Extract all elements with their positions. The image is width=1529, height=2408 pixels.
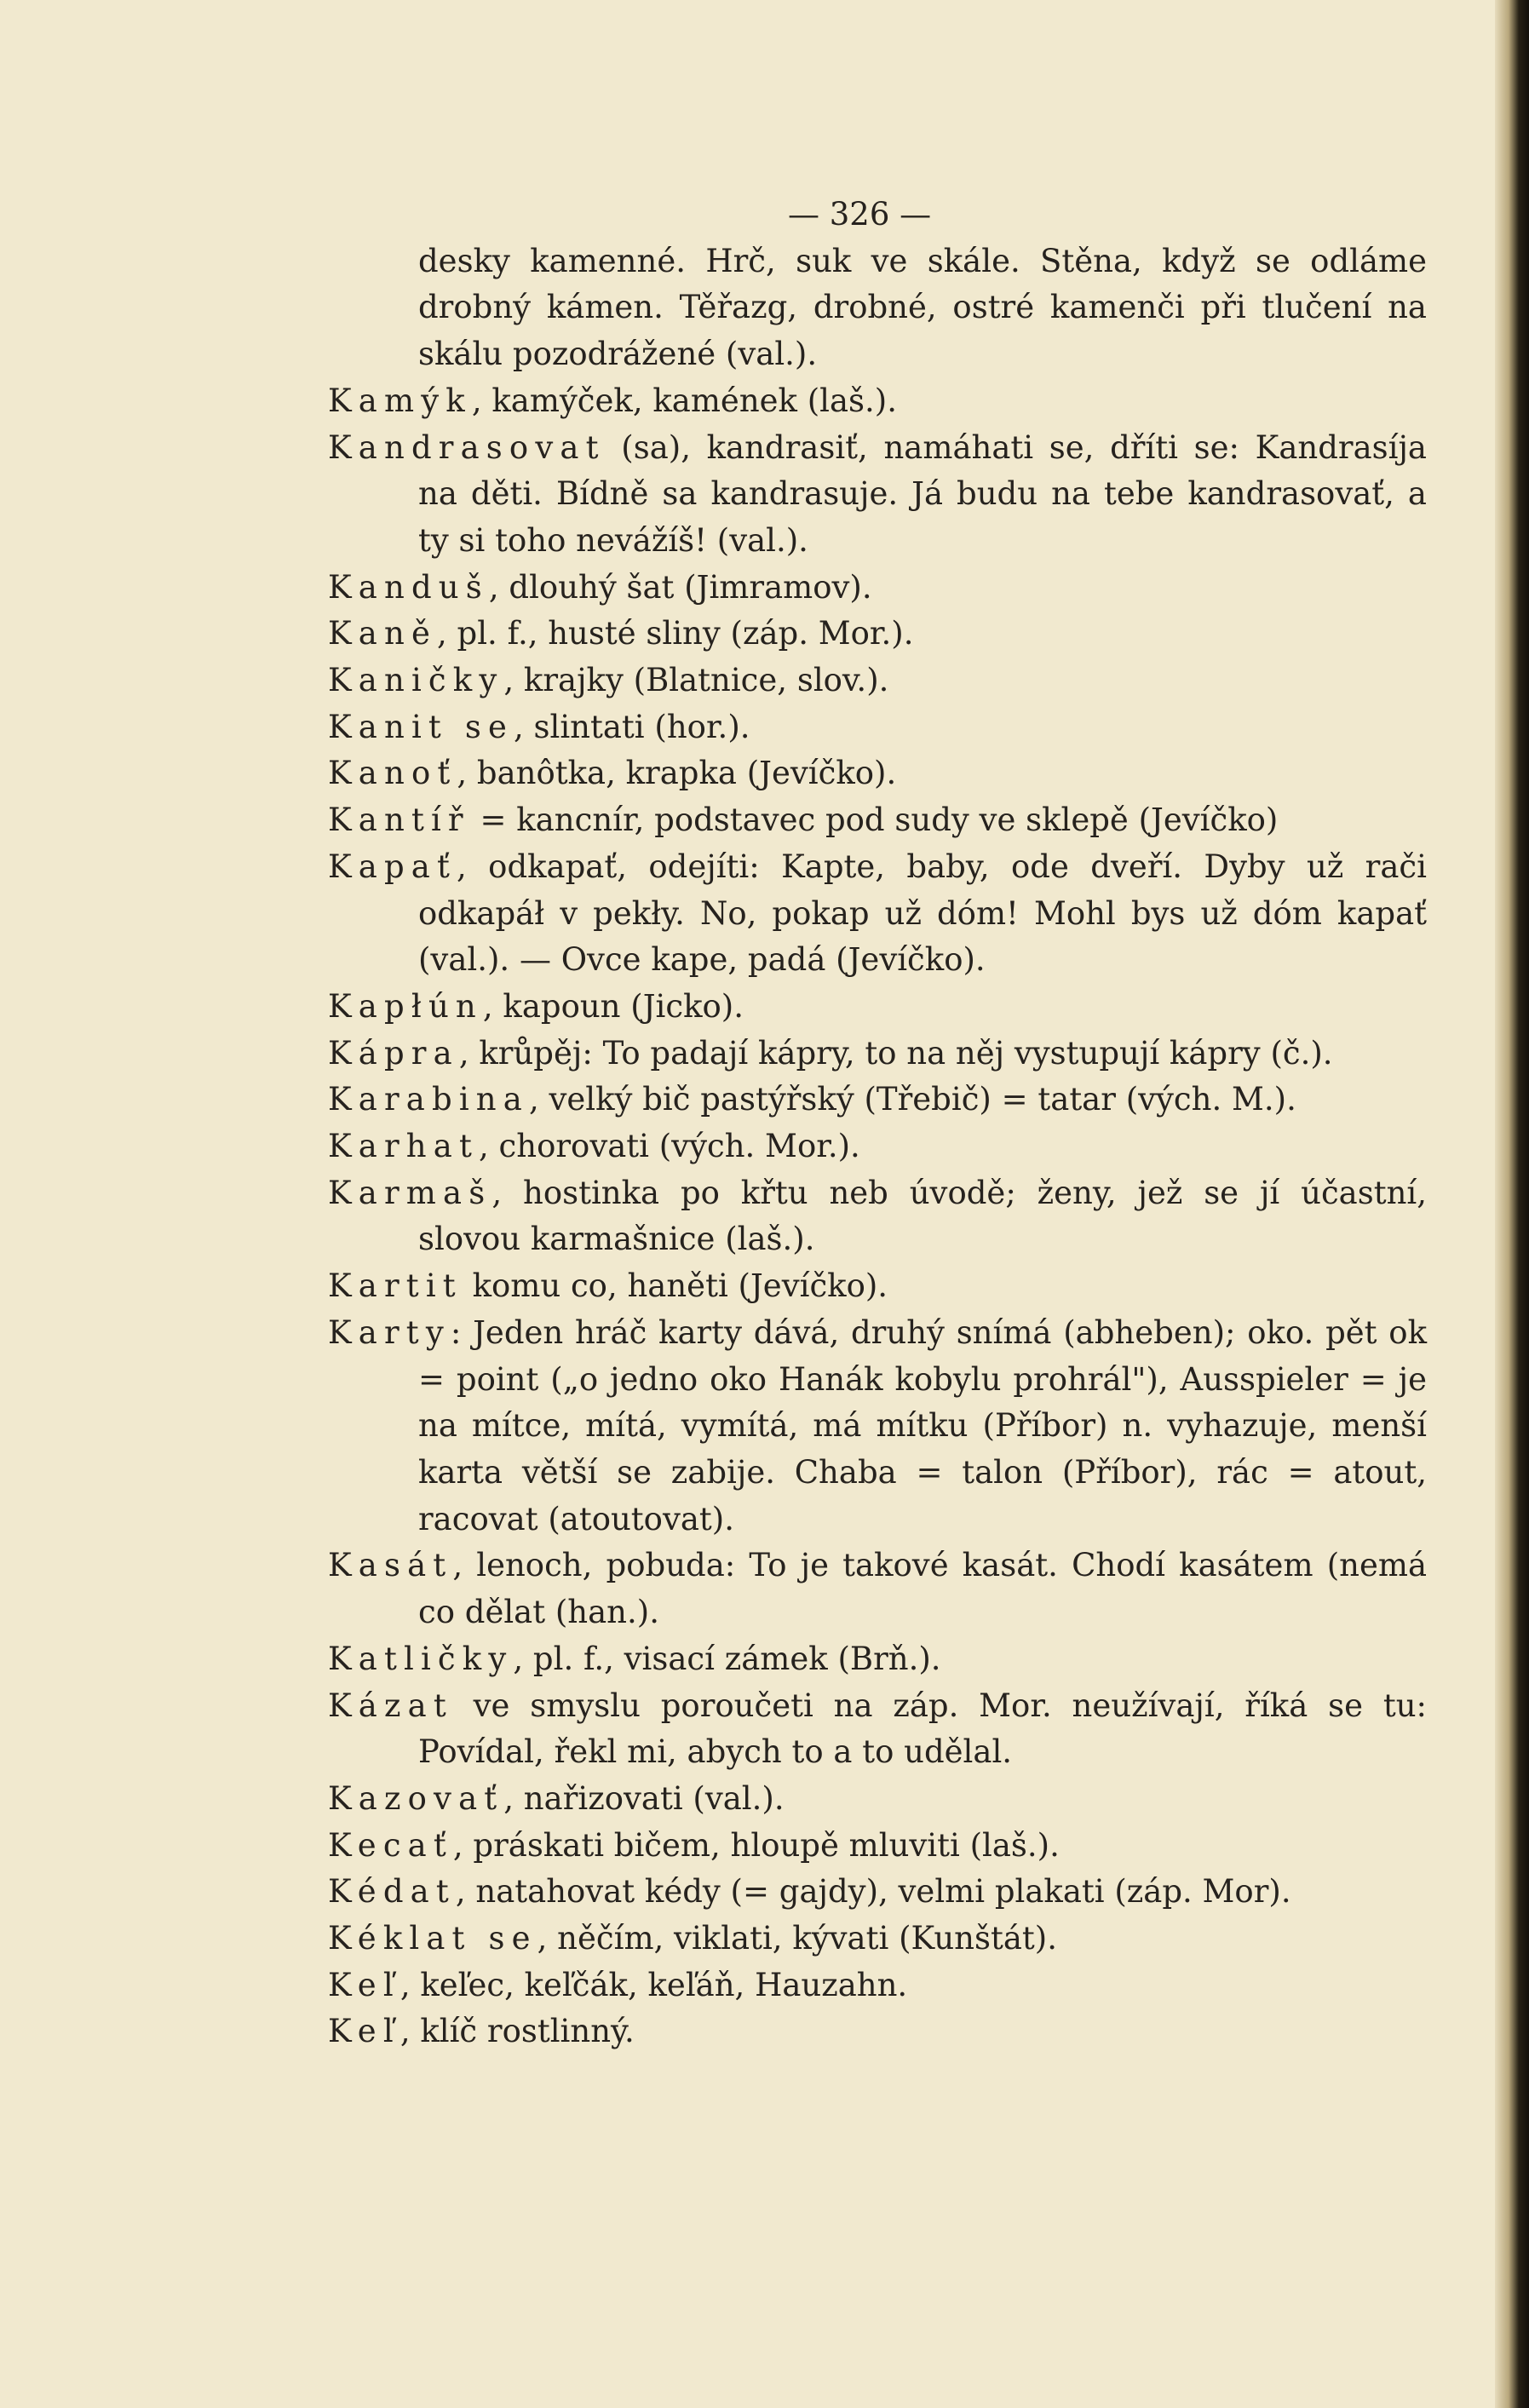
entry-text: , chorovati (vých. Mor.). [479, 1128, 860, 1165]
entry-text: = kancnír, podstavec pod sudy ve sklepě (Jevíčko) [469, 802, 1279, 839]
entry-headword: Kasát [328, 1547, 453, 1584]
dictionary-entry [328, 1776, 1427, 1823]
dictionary-entry [328, 1310, 1427, 1543]
entry-text: , slintati (hor.). [514, 708, 750, 745]
entry-headword: Kazovať [328, 1779, 504, 1817]
dictionary-entry [328, 1077, 1427, 1124]
page-edge-shadow [1495, 0, 1529, 2408]
entry-text: , klíč rostlinný. [399, 2013, 635, 2050]
entry-headword: Keľ [328, 1966, 400, 2003]
entry-headword: Kázat [328, 1687, 453, 1724]
dictionary-entry [328, 658, 1427, 704]
entry-headword: Kecať [328, 1826, 453, 1864]
dictionary-entry [328, 1124, 1427, 1170]
dictionary-entry [328, 611, 1427, 658]
dictionary-entry [328, 425, 1427, 565]
dictionary-entry-continuation [328, 239, 1427, 378]
entry-text: , kapoun (Jicko). [482, 987, 744, 1025]
dictionary-entry [328, 378, 1427, 425]
entry-text: , hostinka po křtu neb úvodě; ženy, jež se jí účastní, slovou karmašnice (laš.). [418, 1174, 1427, 1258]
entry-headword: Karty [328, 1313, 451, 1351]
entry-text: , dlouhý šat (Jimramov). [488, 568, 872, 606]
entry-text: , pl. f., visací zámek (Brň.). [513, 1640, 941, 1677]
dictionary-entry [328, 984, 1427, 1031]
entry-headword: Kapať [328, 848, 457, 885]
entry-headword: Kapłún [328, 987, 483, 1025]
entry-headword: Karabina [328, 1081, 529, 1118]
dictionary-entry [328, 1263, 1427, 1310]
entry-headword: Katličky [328, 1640, 514, 1677]
entry-headword: Kanit se [328, 708, 514, 745]
entry-headword: Kanduš [328, 568, 489, 606]
dictionary-entry [328, 1543, 1427, 1635]
entry-text: ve smyslu poroučeti na záp. Mor. neužívají, říká se tu: Povídal, řekl mi, abych to a to udělal. [418, 1687, 1427, 1771]
entry-text: , něčím, viklati, kývati (Kunštát). [537, 1920, 1057, 1957]
dictionary-entry [328, 797, 1427, 844]
dictionary-entry [328, 1683, 1427, 1776]
entry-text: , pl. f., husté sliny (záp. Mor.). [437, 615, 914, 652]
entry-headword: Karmaš [328, 1174, 492, 1211]
dictionary-entry [328, 1636, 1427, 1683]
dictionary-entry [328, 1170, 1427, 1263]
entry-headword: Kápra [328, 1034, 459, 1072]
dictionary-entry [328, 844, 1427, 984]
entry-text: , banôtka, krapka (Jevíčko). [457, 755, 897, 792]
dictionary-entry [328, 704, 1427, 751]
entry-text: , keľec, keľčák, keľáň, Hauzahn. [399, 1966, 908, 2003]
dictionary-entry [328, 1869, 1427, 1916]
entry-text: (sa), kandrasiť, namáhati se, dříti se: Kandrasíja na děti. Bídně sa kandrasuje. Já budu na tebe kandrasovať, a ty si toho nevážíš! (val.). [418, 428, 1427, 559]
dictionary-entry [328, 1963, 1427, 2009]
entry-text: : Jeden hráč karty dává, druhý snímá (abheben); oko. pět ok = point („o jedno oko Hanák kobylu prohrál"), Ausspieler = je na mítce, mítá, vymítá, má mítku (Příbor) n. vyhazuje, menší karta větší se zabije. Chaba = talon (Příbor), rác = atout, racovat (atoutovat). [418, 1313, 1427, 1537]
entry-headword: Kaně [328, 615, 437, 652]
dictionary-entry [328, 2009, 1427, 2055]
entry-text: , krajky (Blatnice, slov.). [503, 662, 889, 699]
entry-text: , velký bič pastýřský (Třebič) = tatar (vých. M.). [528, 1081, 1296, 1118]
dictionary-entry [328, 1031, 1427, 1078]
entry-text: , nařizovati (val.). [503, 1779, 785, 1817]
entry-text: , lenoch, pobuda: To je takové kasát. Chodí kasátem (nemá co dělat (han.). [418, 1547, 1427, 1631]
entry-headword: Kamýk [328, 382, 472, 419]
entry-text: , odkapať, odejíti: Kapte, baby, ode dveří. Dyby už rači odkapáł v pekły. No, pokap už dóm! Mohl bys už dóm kapať (val.). — Ovce kape, padá (Jevíčko). [418, 848, 1427, 979]
dictionary-entry [328, 1916, 1427, 1963]
entry-text: , krůpěj: To padají kápry, to na něj vystupují kápry (č.). [458, 1034, 1333, 1072]
dictionary-entry [328, 1823, 1427, 1870]
dictionary-entry [328, 565, 1427, 612]
dictionary-text [328, 192, 1427, 2055]
entry-headword: Kanoť [328, 755, 457, 792]
entry-headword: Kaničky [328, 662, 504, 699]
entry-headword: Kédat [328, 1873, 456, 1911]
entry-text: komu co, haněti (Jevíčko). [462, 1267, 888, 1305]
dictionary-entry [328, 750, 1427, 797]
page-number: — 326 — [788, 196, 932, 233]
entry-text: , natahovat kédy (= gajdy), velmi plakati (záp. Mor). [455, 1873, 1291, 1911]
entry-headword: Keľ [328, 2013, 400, 2050]
entry-text: desky kamenné. Hrč, suk ve skále. Stěna, když se odláme drobný kámen. Těřazg, drobné, ostré kamenči při tlučení na skálu pozodrážené (val.). [418, 242, 1427, 373]
entry-headword: Kantíř [328, 802, 470, 839]
entry-headword: Kandrasovat [328, 428, 606, 466]
entry-text: , kamýček, kamének (laš.). [471, 382, 898, 419]
entry-text: , práskati bičem, hloupě mluviti (laš.). [452, 1826, 1060, 1864]
entry-headword: Karhat [328, 1128, 479, 1165]
entry-headword: Kartit [328, 1267, 463, 1305]
entry-headword: Kéklat se [328, 1920, 537, 1957]
